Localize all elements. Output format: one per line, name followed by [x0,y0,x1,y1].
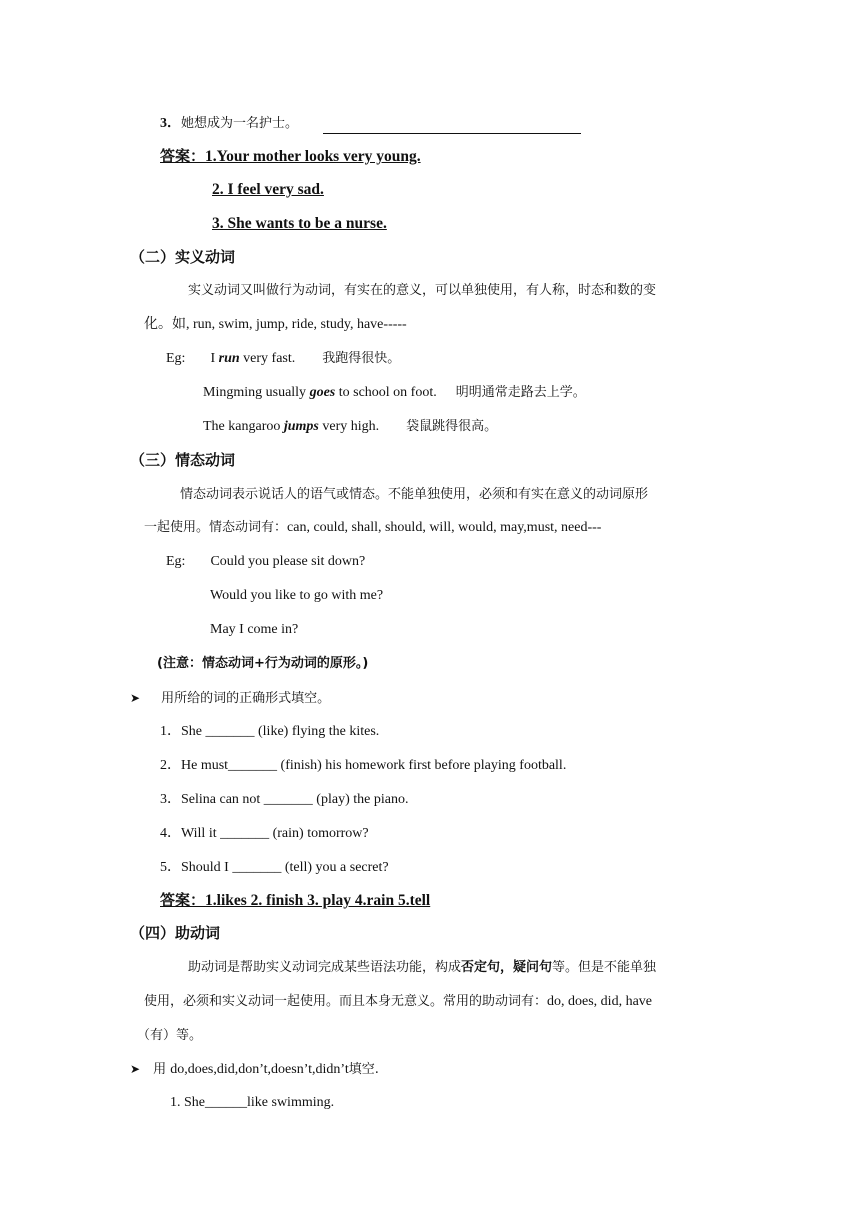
exercise-instruction: 填空. [348,1062,379,1077]
answer-line-3: 3. She wants to be a nurse. [212,215,387,232]
exercise-number: 4． [160,826,181,841]
example-3 [203,417,497,437]
answer-label: 答案： [160,891,206,909]
answer-blank [323,119,581,134]
exercise-number: 5． [160,860,181,875]
paragraph-text: 助动词是帮助实义动词完成某些语法功能，构成 [188,960,462,975]
example-2: Would you like to go with me? [210,588,384,603]
section-heading-2: （二）实义动词 [130,248,236,266]
example-translation: 明明通常走路去上学。 [455,385,586,400]
exercise-text: She _______ (like) flying the kites. [181,724,380,739]
exercise-text: Selina can not _______ (play) the piano. [181,792,409,807]
eg-label: Eg: [166,554,186,569]
example-text: very high. [318,419,380,434]
answer-label: 答案： [160,147,206,165]
example-translation: 袋鼠跳得很高。 [406,419,498,434]
example-text: I [210,351,219,366]
section-heading-4: （四）助动词 [130,924,221,942]
exercise-number: 2． [160,758,181,773]
answer-line [160,890,430,911]
paragraph-text: 一起使用。情态动词有： [144,520,288,535]
arrowhead-bullet-icon: ➤ [130,691,141,705]
paragraph-line: （有）等。 [137,1028,203,1043]
example-text: Could you please sit down? [210,554,366,569]
answer-line-1 [160,146,421,167]
paragraph-line: 化。如, run, swim, jump, ride, study, have----- [144,317,407,332]
question-number: 3． [160,116,181,131]
question-3 [160,114,581,134]
modal-verb-list: can, could, shall, should, will, would, may,must, need--- [287,520,602,535]
exercise-word-list: do,does,did,don’t,doesn’t,didn’t [170,1062,349,1077]
answer-1: 1.Your mother looks very young. [205,148,421,165]
highlighted-verb: jumps [283,419,319,434]
paragraph-text: 等。但是不能单独 [552,960,657,975]
example-text: Mingming usually [203,385,310,400]
aux-verb-list: do, does, did, have [547,994,652,1009]
paragraph-line: 实义动词又叫做行为动词，有实在的意义，可以单独使用，有人称，时态和数的变 [188,283,657,298]
highlighted-verb: run [218,351,240,366]
exercise-item [160,722,379,742]
example-translation: 我跑得很快。 [322,351,401,366]
section-heading-3: （三）情态动词 [130,451,236,469]
example-1 [166,349,400,369]
paragraph-text: 使用，必须和实义动词一起使用。而且本身无意义。常用的助动词有： [144,994,548,1009]
highlighted-verb: goes [309,385,336,400]
paragraph-line [188,958,656,978]
eg-label: Eg: [166,351,186,366]
example-3: May I come in? [210,622,299,637]
exercise-item [160,858,389,878]
exercise-item: 1. She______like swimming. [170,1095,335,1110]
emphasis-text: 否定句，疑问句 [461,960,553,975]
exercise-number: 3． [160,792,181,807]
answer-line-2: 2. I feel very sad. [212,181,324,198]
arrowhead-bullet-icon: ➤ [130,1062,141,1076]
example-text: The kangaroo [203,419,284,434]
exercise-text: Should I _______ (tell) you a secret? [181,860,389,875]
exercise-item [160,756,566,776]
example-text: to school on foot. [335,385,437,400]
example-2 [203,383,586,403]
example-text: very fast. [239,351,296,366]
exercise-instruction: 用所给的词的正确形式填空。 [161,691,331,706]
note: (注意：情态动词+行为动词的原形。) [157,656,369,671]
exercise-text: He must_______ (finish) his homework first before playing football. [181,758,567,773]
paragraph-line [144,518,601,538]
exercise-text: Will it _______ (rain) tomorrow? [181,826,369,841]
exercise-instruction: 用 [153,1062,171,1077]
exercise-title [130,1059,379,1080]
exercise-title [130,688,330,709]
paragraph-line: 情态动词表示说话人的语气或情态。不能单独使用，必须和有实在意义的动词原形 [180,487,649,502]
answer-text: 1.likes 2. finish 3. play 4.rain 5.tell [205,892,431,909]
exercise-item [160,824,369,844]
question-text: 她想成为一名护士。 [181,116,299,131]
exercise-item [160,790,408,810]
exercise-number: 1． [160,724,181,739]
paragraph-line [144,992,652,1012]
example-1 [166,552,365,572]
